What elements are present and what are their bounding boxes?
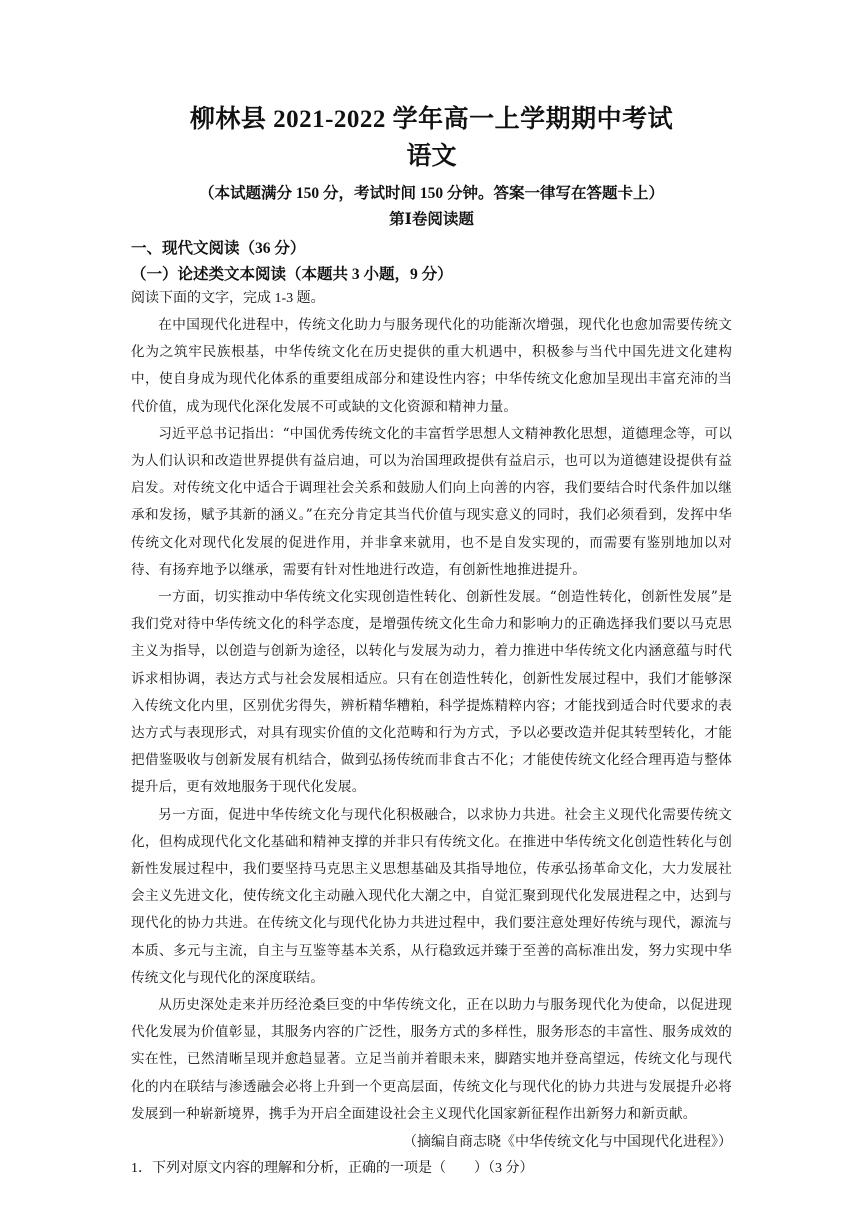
subsection-heading: （一）论述类文本阅读（本题共 3 小题，9 分） (131, 266, 453, 283)
question-1: 1．下列对原文内容的理解和分析，正确的一项是（ ）（3 分） (131, 1161, 534, 1177)
exam-title: 柳林县 2021-2022 学年高一上学期期中考试 (189, 106, 674, 133)
passage-paragraph: 在中国现代化进程中，传统文化助力与服务现代化的功能渐次增强，现代化也愈加需要传统文化为之筑牢民族根基，中华传统文化在历史提供的重大机遇中，积极参与当代中国先进文化建构中，使自身成为现代化体系的重要组成部分和建设性内容；中华传统文化愈加呈现出丰富充沛的当代价值，成为现代化深化发展不可或缺的文化资源和精神力量。 (131, 317, 732, 415)
part-title: 第Ⅰ卷阅读题 (389, 211, 474, 228)
reading-instruction: 阅读下面的文字，完成 1-3 题。 (131, 291, 325, 306)
passage (131, 312, 732, 1128)
subject-title: 语文 (406, 143, 457, 170)
passage-paragraph: 习近平总书记指出：“中国优秀传统文化的丰富哲学思想人文精神教化思想，道德理念等，可以为人们认识和改造世界提供有益启迪，可以为治国理政提供有益启示，也可以为道德建设提供有益启发。对传统文化中适合于调理社会关系和鼓励人们向上向善的内容，我们要结合时代条件加以继承和发扬，赋予其新的涵义。”在充分肯定其当代价值与现实意义的同时，我们必须看到，发挥中华传统文化对现代化发展的促进作用，并非拿来就用，也不是自发实现的，而需要有鉴别地加以对待、有扬弃地予以继承，需要有针对性地进行改造，有创新性地推进提升。 (131, 425, 732, 578)
exam-note: （本试题满分 150 分，考试时间 150 分钟。答案一律写在答题卡上） (198, 185, 664, 202)
section-heading: 一、现代文阅读（36 分） (131, 240, 306, 257)
passage-paragraph: 一方面，切实推动中华传统文化实现创造性转化、创新性发展。“创造性转化，创新性发展”是我们党对待中华传统文化的科学态度，是增强传统文化生命力和影响力的正确选择我们要以马克思主义为指导，以创造与创新为途径，以转化与发展为动力，着力推进中华传统文化内涵意蕴与时代诉求相协调，表达方式与社会发展相适应。只有在创造性转化，创新性发展过程中，我们才能够深入传统文化内里，区别优劣得失，辨析精华糟粕，科学提炼精粹内容；才能找到适合时代要求的表达方式与表现形式，对具有现实价值的文化范畴和行为方式，予以必要改造并促其转型转化，才能把借鉴吸收与创新发展有机结合，做到弘扬传统而非食古不化；才能使传统文化经合理再造与整体提升后，更有效地服务于现代化发展。 (131, 589, 732, 796)
passage-paragraph: 另一方面，促进中华传统文化与现代化积极融合，以求协力共进。社会主义现代化需要传统文化，但构成现代化文化基础和精神支撑的并非只有传统文化。在推进中华传统文化创造性转化与创新性发展过程中，我们要坚持马克思主义思想基础及其指导地位，传承弘扬革命文化，大力发展社会主义先进文化，使传统文化主动融入现代化大潮之中，自觉汇聚到现代化发展进程之中，达到与现代化的协力共进。在传统文化与现代化协力共进过程中，我们要注意处理好传统与现代，源流与本质、多元与主流，自主与互鉴等基本关系，从行稳致远并臻于至善的高标准出发，努力实现中华传统文化与现代化的深度联结。 (131, 806, 732, 986)
passage-source: （摘编自商志晓《中华传统文化与中国现代化进程》） (403, 1135, 732, 1151)
passage-paragraph: 从历史深处走来并历经沧桑巨变的中华传统文化，正在以助力与服务现代化为使命，以促进现代化发展为价值彰显，其服务内容的广泛性，服务方式的多样性，服务形态的丰富性、服务成效的实在性，已然清晰呈现并愈趋显著。立足当前并着眼未来，脚踏实地并登高望远，传统文化与现代化的内在联结与渗透融会必将上升到一个更高层面，传统文化与现代化的协力共进与发展提升必将发展到一种崭新境界，携手为开启全面建设社会主义现代化国家新征程作出新努力和新贡献。 (131, 997, 732, 1122)
